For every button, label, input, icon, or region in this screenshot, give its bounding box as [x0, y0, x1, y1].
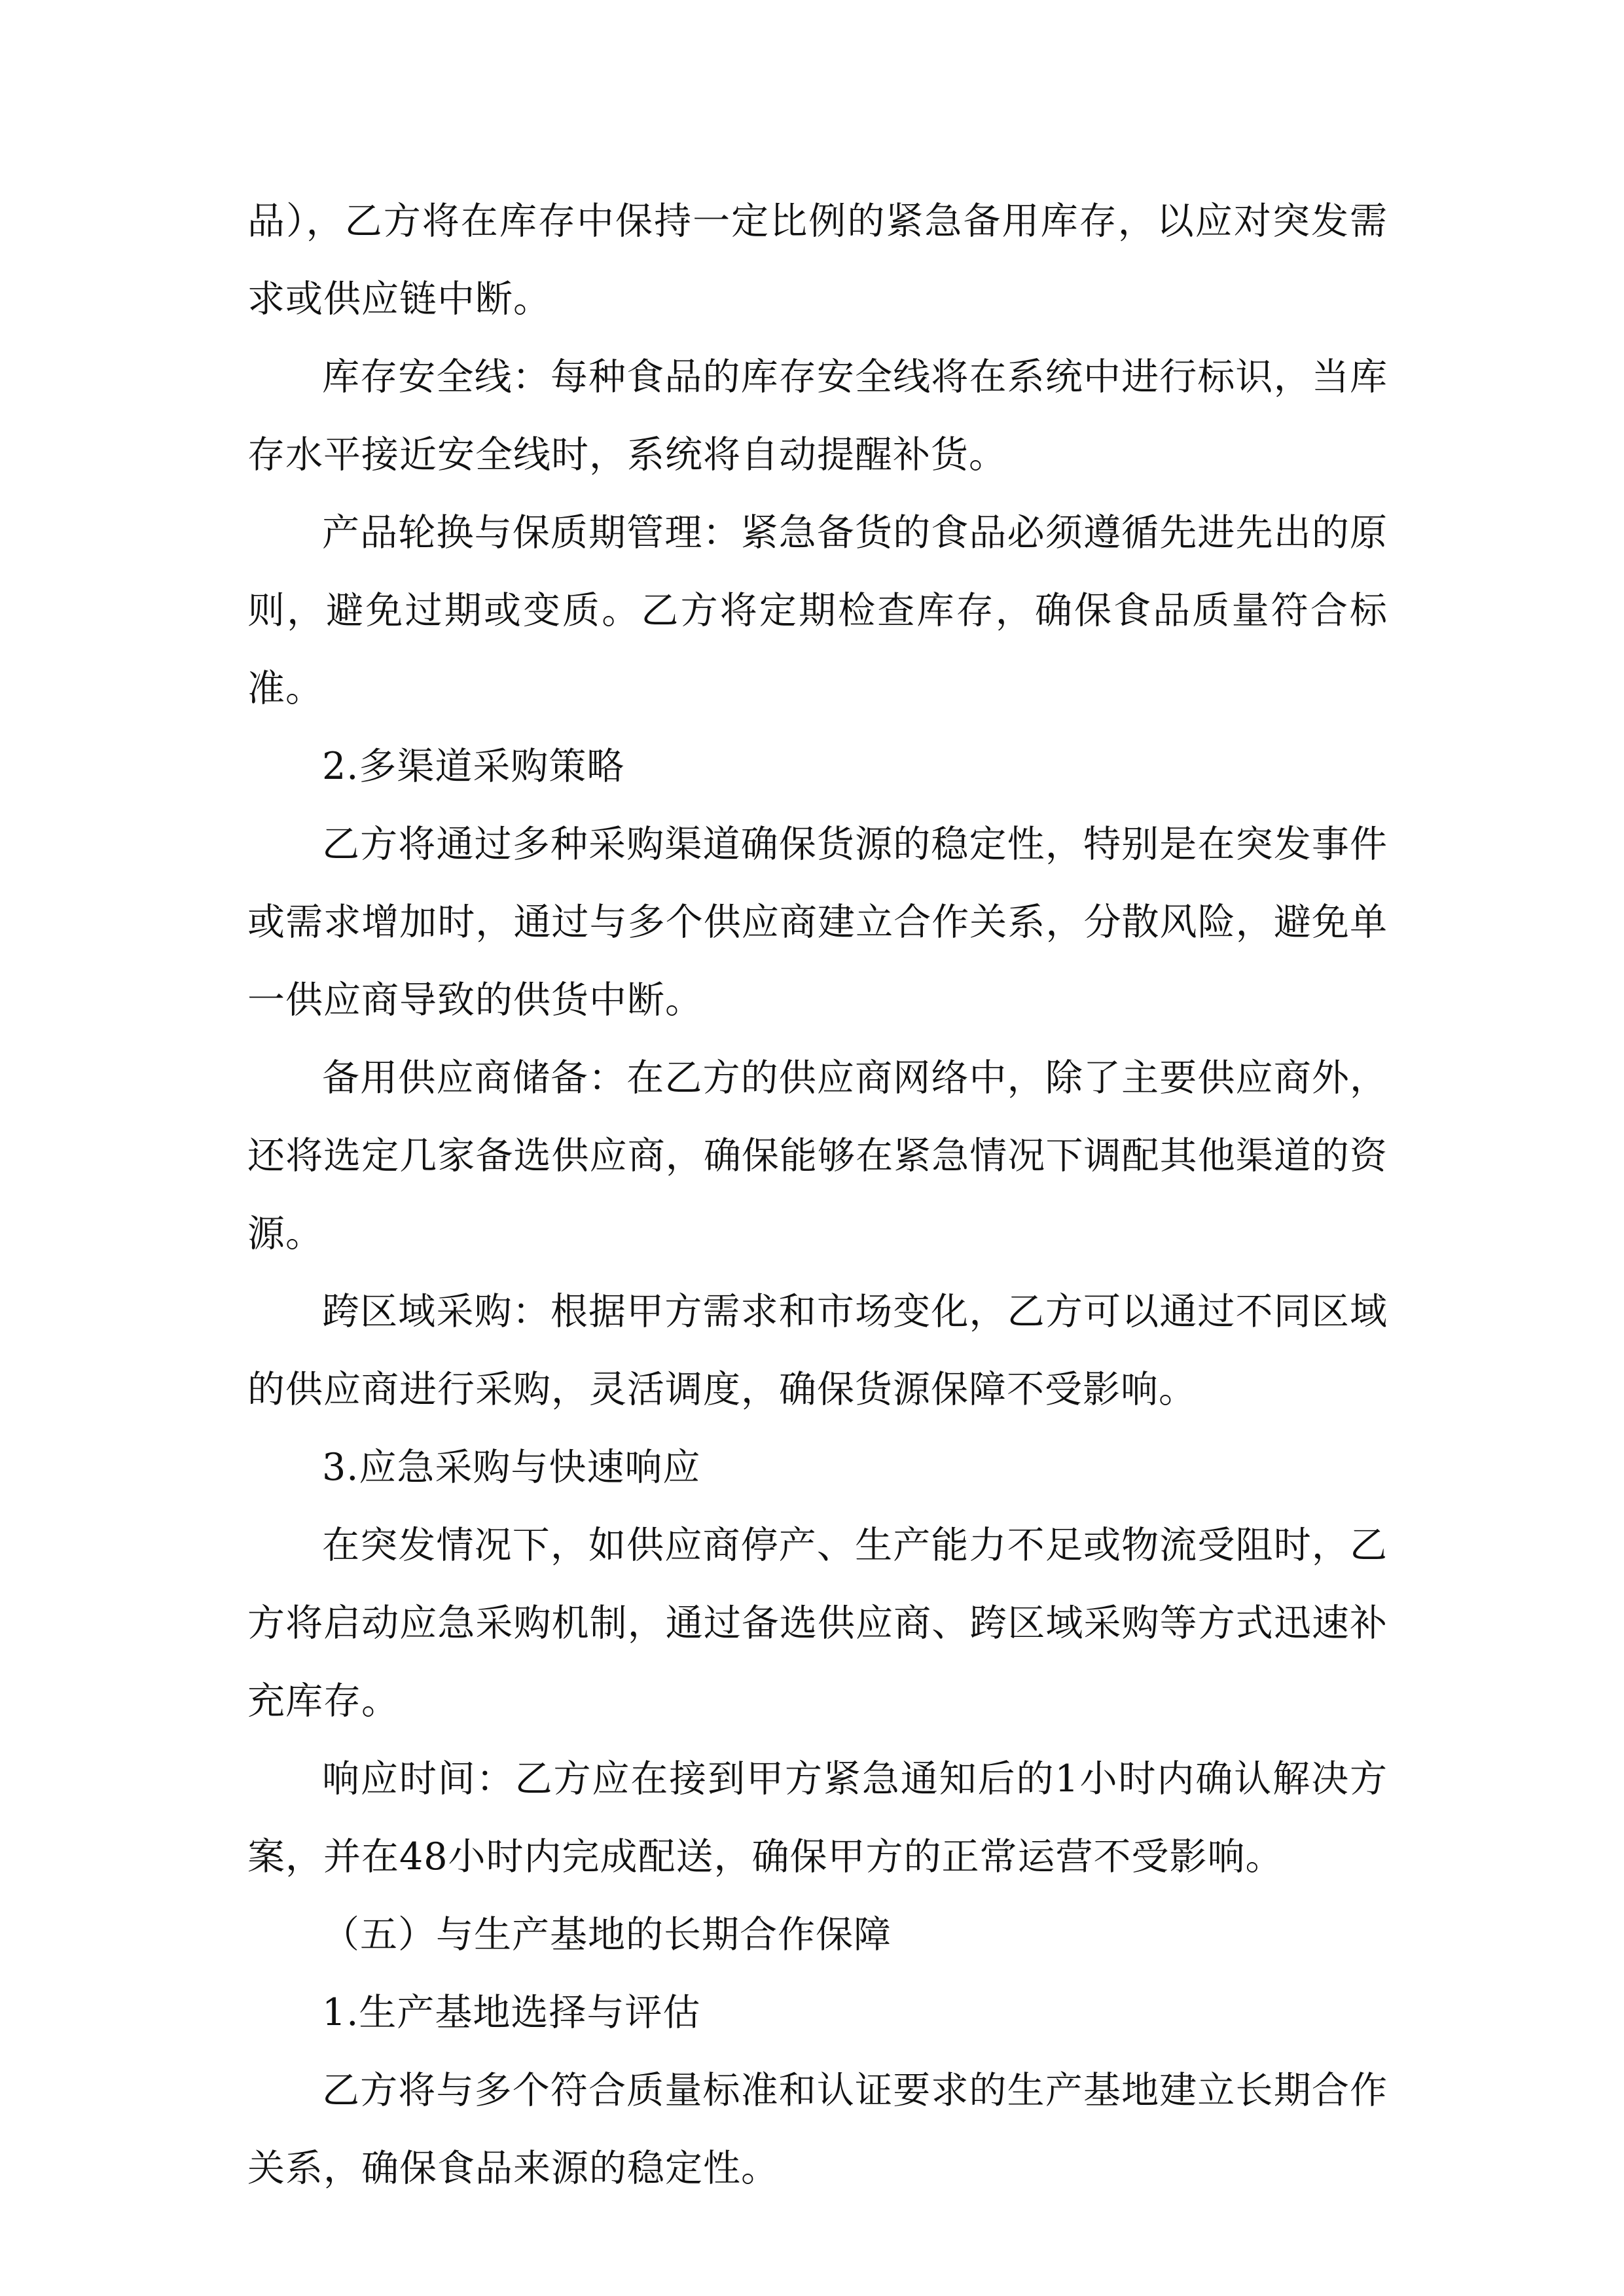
section-heading: 2.多渠道采购策略 [322, 745, 625, 788]
section-heading: 3.应急采购与快速响应 [322, 1446, 701, 1489]
paragraph: 备用供应商储备：在乙方的供应商网络中，除了主要供应商外，还将选定几家备选供应商，确保能够在紧急情况下调配其他渠道的资源。 [247, 1056, 1388, 1255]
paragraph: 产品轮换与保质期管理：紧急备货的食品必须遵循先进先出的原则，避免过期或变质。乙方将定期检查库存，确保食品质量符合标准。 [247, 511, 1388, 710]
paragraph: 在突发情况下，如供应商停产、生产能力不足或物流受阻时，乙方将启动应急采购机制，通过备选供应商、跨区域采购等方式迅速补充库存。 [247, 1524, 1388, 1723]
paragraph: 库存安全线：每种食品的库存安全线将在系统中进行标识，当库存水平接近安全线时，系统将自动提醒补货。 [247, 355, 1388, 476]
document-body [247, 183, 1388, 2208]
paragraph: 响应时间：乙方应在接到甲方紧急通知后的1小时内确认解决方案，并在48小时内完成配送，确保甲方的正常运营不受影响。 [247, 1757, 1388, 1878]
paragraph: 乙方将与多个符合质量标准和认证要求的生产基地建立长期合作关系，确保食品来源的稳定性。 [247, 2069, 1388, 2190]
section-heading: 1.生产基地选择与评估 [322, 1991, 701, 2034]
paragraph: 跨区域采购：根据甲方需求和市场变化，乙方可以通过不同区域的供应商进行采购，灵活调度，确保货源保障不受影响。 [247, 1290, 1388, 1411]
paragraph: 乙方将通过多种采购渠道确保货源的稳定性，特别是在突发事件或需求增加时，通过与多个供应商建立合作关系，分散风险，避免单一供应商导致的供货中断。 [247, 823, 1388, 1022]
paragraph: 品），乙方将在库存中保持一定比例的紧急备用库存，以应对突发需求或供应链中断。 [247, 200, 1388, 321]
chapter-heading: （五）与生产基地的长期合作保障 [322, 1913, 892, 1956]
